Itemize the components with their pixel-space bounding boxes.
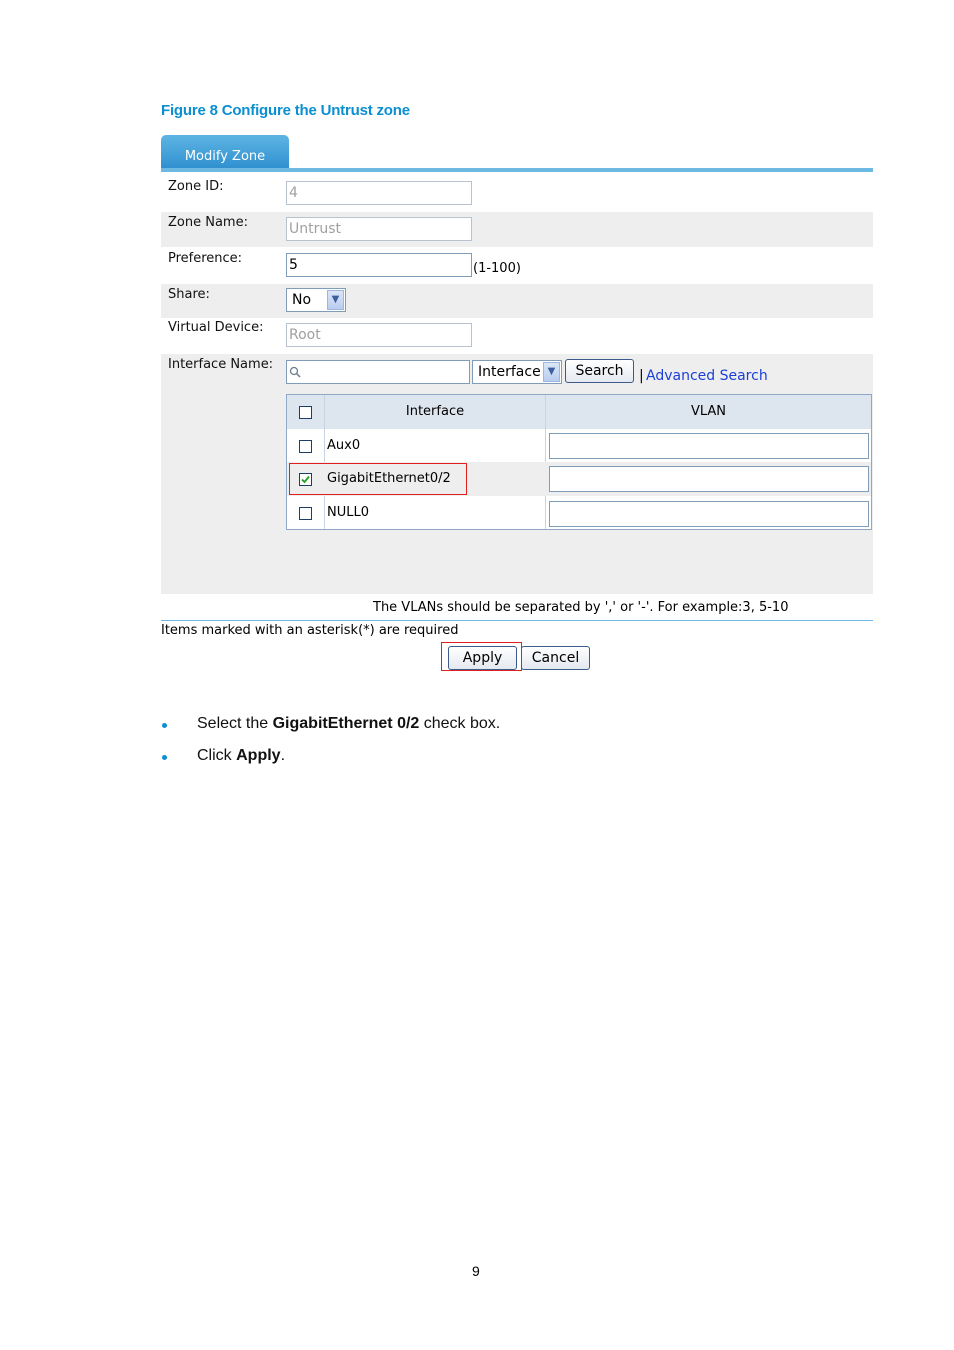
required-note: Items marked with an asterisk(*) are required — [161, 623, 459, 638]
row-checkbox[interactable] — [299, 440, 312, 453]
search-icon — [289, 366, 301, 378]
row-vlan-input[interactable] — [549, 466, 869, 492]
interface-name-label: Interface Name: — [168, 357, 274, 372]
row-vlan-input[interactable] — [549, 433, 869, 459]
interface-search-input[interactable] — [286, 360, 470, 384]
share-select[interactable] — [286, 288, 346, 312]
highlight-box — [289, 463, 467, 495]
instruction-1 — [197, 715, 500, 733]
divider — [161, 620, 873, 621]
share-label: Share: — [168, 287, 210, 302]
vlan-note: The VLANs should be separated by ',' or '-'. For example:3, 5-10 — [373, 600, 789, 615]
share-select-value: No — [292, 292, 312, 308]
tab-modify-zone[interactable]: Modify Zone — [161, 135, 289, 169]
row-zone-id — [161, 174, 873, 210]
row-preference — [161, 248, 873, 283]
search-field-value: Interface — [478, 364, 541, 380]
row-interface-name: GigabitEthernet0/2 — [327, 471, 451, 486]
bullet-icon — [162, 723, 167, 728]
instruction-text: . — [280, 747, 286, 764]
zone-id-label: Zone ID: — [168, 179, 224, 194]
select-all-checkbox[interactable] — [299, 406, 312, 419]
instruction-text: check box. — [419, 715, 501, 732]
zone-id-input[interactable]: 4 — [286, 181, 472, 205]
preference-label: Preference: — [168, 251, 243, 266]
preference-input[interactable]: 5 — [286, 253, 472, 277]
interface-table — [286, 394, 872, 530]
row-vlan-input[interactable] — [549, 501, 869, 527]
table-header-interface: Interface — [325, 395, 545, 429]
table-row — [287, 496, 871, 529]
instruction-text: Click — [197, 747, 237, 764]
table-header-select — [287, 395, 324, 429]
tab-underline — [161, 168, 873, 172]
figure-caption: Figure 8 Configure the Untrust zone — [161, 102, 410, 119]
zone-name-label: Zone Name: — [168, 215, 248, 230]
link-separator: | — [639, 368, 644, 384]
instruction-text: Select the — [197, 715, 273, 732]
virtual-device-input[interactable]: Root — [286, 323, 472, 347]
preference-range-hint: (1-100) — [473, 261, 521, 276]
apply-button[interactable]: Apply — [448, 646, 517, 670]
table-header-vlan: VLAN — [546, 395, 871, 429]
instruction-2 — [197, 747, 285, 765]
bullet-icon — [162, 755, 167, 760]
row-checkbox[interactable] — [299, 507, 312, 520]
row-zone-name — [161, 212, 873, 247]
instruction-emphasis: GigabitEthernet 0/2 — [272, 715, 420, 732]
row-virtual-device — [161, 318, 873, 353]
highlight-box — [441, 642, 522, 671]
chevron-down-icon[interactable]: ▼ — [543, 362, 560, 382]
cancel-button[interactable]: Cancel — [521, 646, 590, 670]
chevron-down-icon[interactable]: ▼ — [327, 290, 344, 310]
instruction-emphasis: Apply — [236, 747, 281, 764]
search-button[interactable]: Search — [565, 359, 634, 383]
virtual-device-label: Virtual Device: — [168, 320, 264, 335]
row-interface-name: NULL0 — [327, 505, 369, 520]
row-share — [161, 284, 873, 318]
search-field-select[interactable] — [472, 360, 562, 384]
table-row — [287, 429, 871, 462]
advanced-search-link[interactable]: Advanced Search — [646, 368, 768, 384]
row-interface-name: Aux0 — [327, 438, 361, 453]
page-number: 9 — [472, 1263, 480, 1279]
zone-name-input[interactable]: Untrust — [286, 217, 472, 241]
